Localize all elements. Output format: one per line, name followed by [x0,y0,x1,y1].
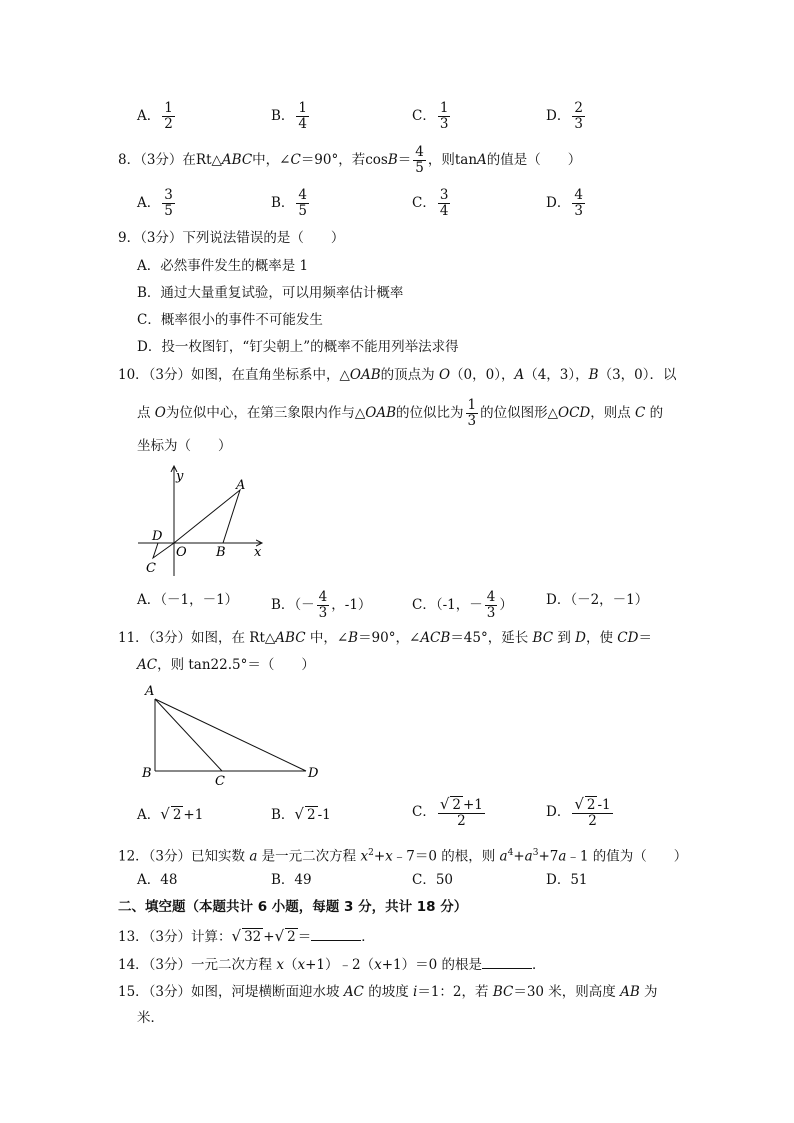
q11-option-d[interactable]: D． $\frac{√ 2 -1}{2}$ [546,795,611,829]
q12-option-c[interactable]: C．50 [412,872,454,888]
label-o: O [176,545,187,560]
q7-option-a[interactable]: A． $\frac{1}{2}$ [137,100,173,132]
q12-stem: 12．（3分）已知实数 a 是一元二次方程 $x^2+x﹣7=0$ 的根，则 $a^4+a^3+7a﹣1$ 的值为（ ） [118,848,688,865]
triangle-oab [174,490,240,543]
q12-option-a[interactable]: A．48 [137,872,178,888]
q9-option-b[interactable]: B．通过大量重复试验，可以用频率估计概率 [137,285,404,301]
q15-stem-line2: 米． [137,1010,164,1026]
q9-option-c[interactable]: C．概率很小的事件不可能发生 [137,312,323,328]
q14-stem: 14．（3分）一元二次方程 x（x+1）﹣2（x+1）＝0 的根是 ． [118,954,545,975]
label-y: y [176,469,184,484]
q8-option-b[interactable]: B． $\frac{4}{5}$ [271,187,308,219]
label-x: x [254,545,262,560]
label-a: A [236,478,246,493]
q10-stem-line3: 坐标为（ ） [137,438,232,454]
q10-option-b[interactable]: B．（－ $\frac{4}{3}$ ，-1） [271,589,372,621]
q9-option-a[interactable]: A．必然事件发生的概率是 1 [137,258,309,274]
label-c: C [146,561,156,576]
q10-figure [130,458,270,583]
label-b: B [216,545,226,560]
fraction: $\frac{1}{3}$ [467,397,477,429]
fraction: $\frac{4}{5}$ [415,144,424,176]
triangle-ocd [153,543,174,558]
q7-option-b[interactable]: B． $\frac{1}{4}$ [271,100,308,132]
q11-figure [138,680,328,790]
segment-ad [155,699,306,771]
label-c: C [215,774,225,789]
q15-stem-line1: 15．（3分）如图，河堤横断面迎水坡 AC 的坡度 i＝1：2，若 BC＝30 米，则高度 AB 为 [118,984,658,1000]
q8-option-c[interactable]: C． $\frac{3}{4}$ [412,187,449,219]
q12-option-b[interactable]: B．49 [271,872,312,888]
q8-option-a[interactable]: A． $\frac{3}{5}$ [137,187,173,219]
q9-stem: 9．（3分）下列说法错误的是（ ） [118,230,345,246]
q10-option-c[interactable]: C．（-1，－ $\frac{4}{3}$ ） [412,589,513,621]
answer-blank[interactable] [311,926,361,941]
q11-option-c[interactable]: C． $\frac{√ 2 +1}{2}$ [412,795,483,829]
section-heading: 二、填空题（本题共计 6 小题，每题 3 分，共计 18 分） [118,899,468,915]
label-a: A [145,684,155,699]
label-d: D [152,529,163,544]
q11-stem-line1: 11．（3分）如图，在 Rt△ABC 中，∠B＝90°，∠ACB＝45°，延长 BC 到 D，使 CD＝ [118,630,652,646]
q10-option-d[interactable]: D．（－2，－1） [546,592,649,608]
label-b: B [142,766,152,781]
answer-blank[interactable] [482,954,532,969]
q8-stem: 8．（3分）在Rt△ABC中，∠C＝90°，若cosB＝ $\frac{4}{5}$ ，则tanA的值是（ ） [118,144,582,176]
segment-ac [155,699,222,771]
fraction: $\frac{1}{2}$ [164,100,173,132]
q7-option-d[interactable]: D． $\frac{2}{3}$ [546,100,583,132]
q10-option-a[interactable]: A．（－1，－1） [137,592,239,608]
fraction: $\frac{2}{3}$ [574,100,583,132]
label-d: D [308,766,319,781]
q8-option-d[interactable]: D． $\frac{4}{3}$ [546,187,583,219]
q10-stem-line2: 点 O为位似中心，在第三象限内作与△OAB的位似比为 $\frac{1}{3}$ 的位似图形△OCD，则点 C 的 [137,397,664,429]
q10-stem-line1: 10．（3分）如图，在直角坐标系中，△OAB的顶点为 O（0，0），A（4，3），B（3，0）．以 [118,367,677,383]
q13-stem: 13．（3分）计算：√ 32 +√ 2 ＝ ． [118,927,375,945]
q11-stem-line2: AC，则 tan22.5°＝（ ） [137,657,315,673]
fraction: $\frac{1}{3}$ [439,100,449,132]
q11-option-a[interactable]: A．√ 2 +1 [137,805,204,823]
q11-option-b[interactable]: B．√ 2 -1 [271,805,331,823]
fraction: $\frac{1}{4}$ [298,100,308,132]
q12-option-d[interactable]: D．51 [546,872,588,888]
q7-option-c[interactable]: C． $\frac{1}{3}$ [412,100,449,132]
q9-option-d[interactable]: D．投一枚图钉，“钉尖朝上”的概率不能用列举法求得 [137,339,459,355]
